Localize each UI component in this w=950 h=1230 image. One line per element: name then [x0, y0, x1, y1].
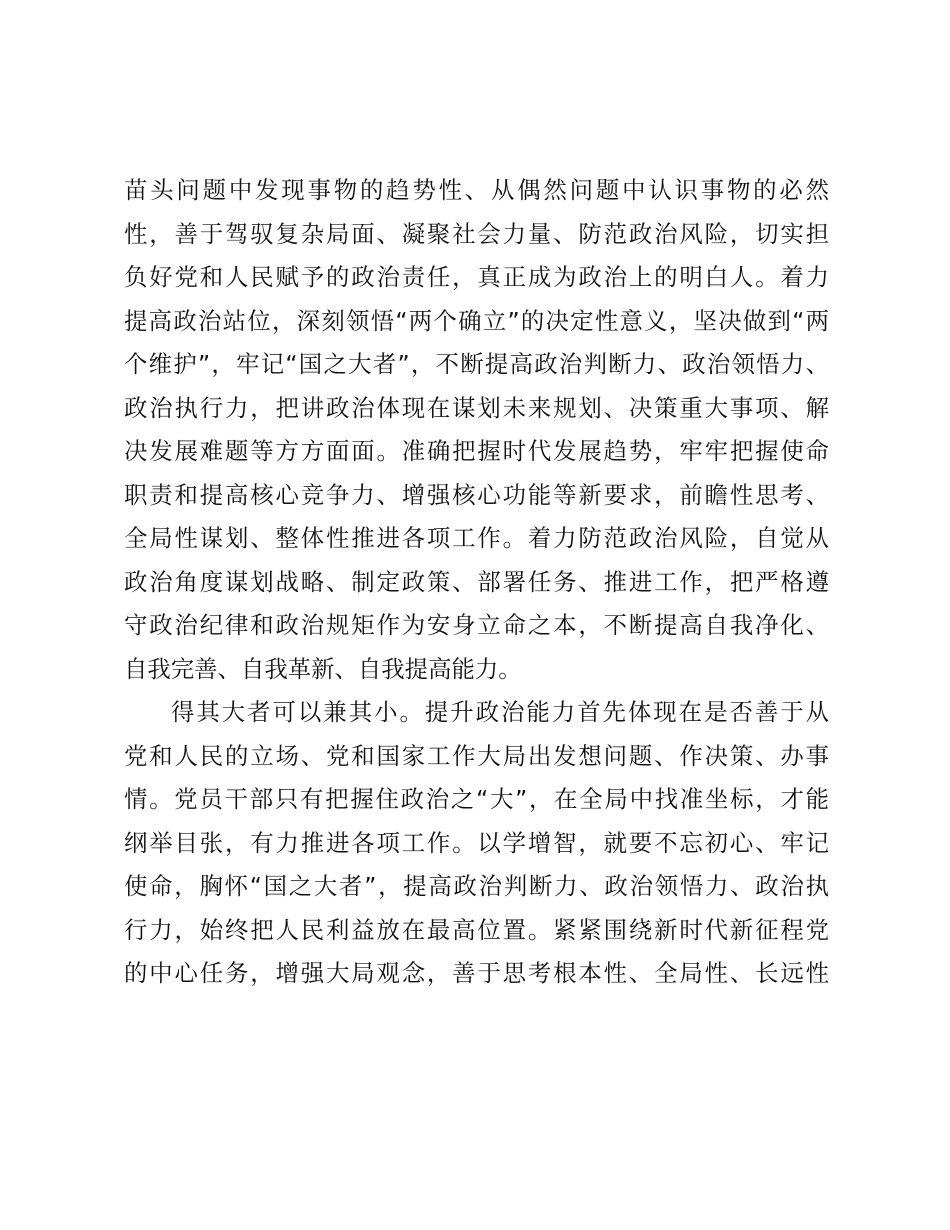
text-line: 纲举目张，有力推进各项工作。以学增智，就要不忘初心、牢记	[124, 828, 829, 857]
paragraph-2	[124, 691, 829, 996]
text-line: 决发展难题等方方面面。准确把握时代发展趋势，牢牢把握使命	[124, 437, 829, 465]
document-body	[124, 169, 829, 996]
text-line: 负好党和人民赋予的政治责任，真正成为政治上的明白人。着力	[124, 263, 829, 291]
paragraph-1	[124, 169, 829, 691]
text-line: 党和人民的立场、党和国家工作大局出发想问题、作决策、办事	[124, 741, 829, 770]
text-line: 性，善于驾驭复杂局面、凝聚社会力量、防范政治风险，切实担	[124, 219, 829, 248]
text-line: 提高政治站位，深刻领悟“两个确立”的决定性意义，坚决做到“两	[124, 306, 829, 335]
text-line: 职责和提高核心竞争力、增强核心功能等新要求，前瞻性思考、	[124, 480, 829, 509]
text-line: 苗头问题中发现事物的趋势性、从偶然问题中认识事物的必然	[124, 176, 829, 204]
text-line: 守政治纪律和政治规矩作为安身立命之本，不断提高自我净化、	[124, 611, 829, 639]
text-line: 个维护”，牢记“国之大者”，不断提高政治判断力、政治领悟力、	[124, 350, 829, 378]
text-line: 得其大者可以兼其小。提升政治能力首先体现在是否善于从	[171, 698, 829, 726]
text-line: 全局性谋划、整体性推进各项工作。着力防范政治风险，自觉从	[124, 524, 829, 552]
text-line: 使命，胸怀“国之大者”，提高政治判断力、政治领悟力、政治执	[124, 872, 829, 900]
text-line: 自我完善、自我革新、自我提高能力。	[124, 654, 522, 683]
text-line: 政治执行力，把讲政治体现在谋划未来规划、决策重大事项、解	[124, 393, 829, 422]
text-line: 政治角度谋划战略、制定政策、部署任务、推进工作，把严格遵	[124, 567, 829, 596]
text-line: 情。党员干部只有把握住政治之“大”，在全局中找准坐标，才能	[124, 785, 829, 813]
text-line: 行力，始终把人民利益放在最高位置。紧紧围绕新时代新征程党	[124, 915, 829, 944]
text-line: 的中心任务，增强大局观念，善于思考根本性、全局性、长远性	[124, 959, 829, 987]
